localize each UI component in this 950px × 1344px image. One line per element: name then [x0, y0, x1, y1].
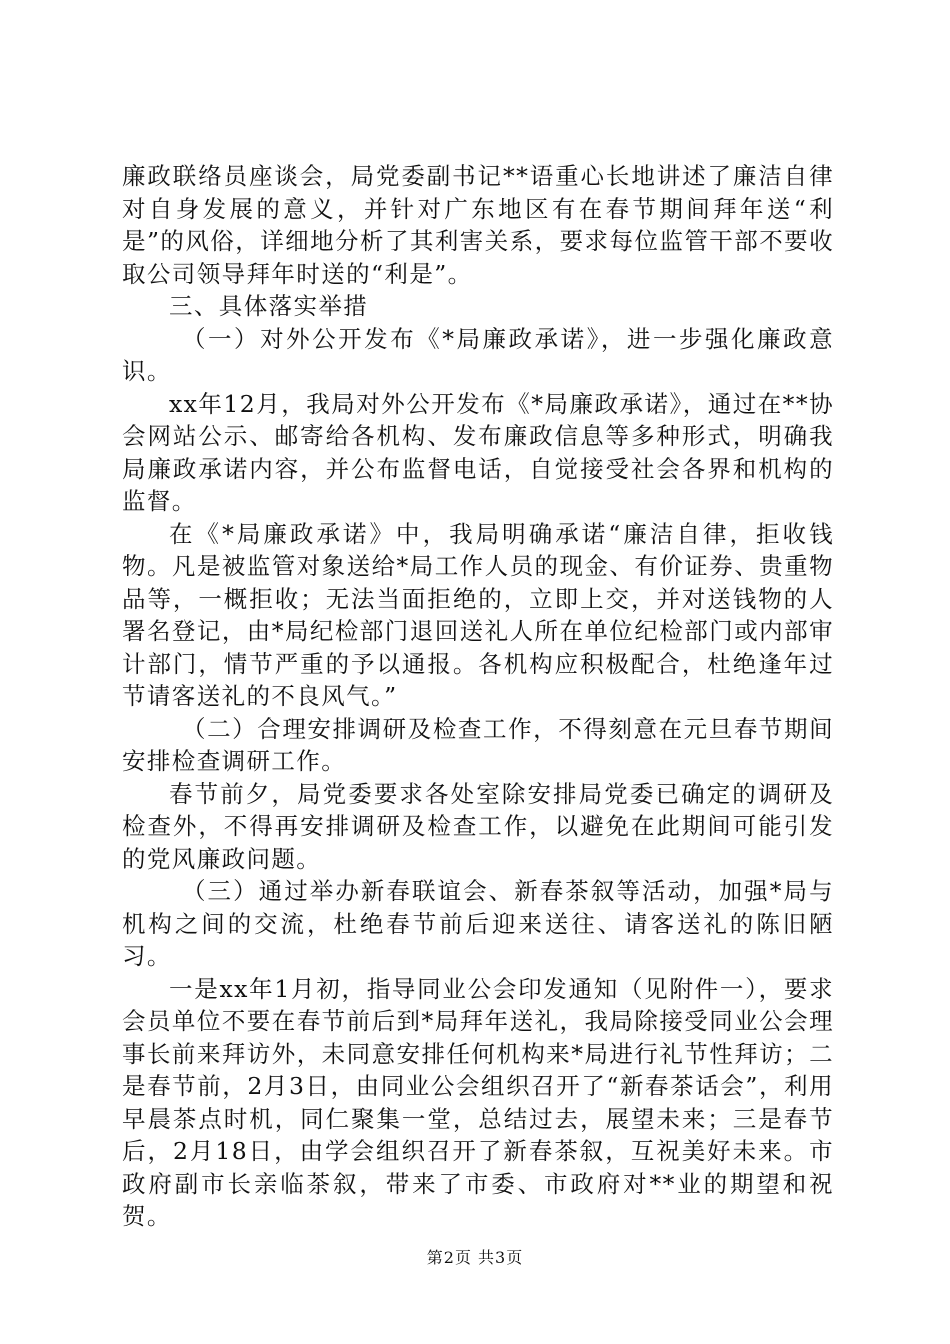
page-number: 第2页 共3页: [426, 1248, 524, 1267]
paragraph-inspection: 春节前夕，局党委要求各处室除安排局党委已确定的调研及检查外，不得再安排调研及检查工作，以避免在此期间可能引发的党风廉政问题。: [122, 779, 834, 873]
section-heading: 三、具体落实举措: [169, 292, 369, 320]
document-body: [122, 160, 834, 1233]
paragraph-intro-continuation: 廉政联络员座谈会，局党委副书记**语重心长地讲述了廉洁自律对自身发展的意义，并针对广东地区有在春节期间拜年送“利是”的风俗，详细地分析了其利害关系，要求每位监管干部不要收取公司领导拜年时送的“利是”。: [122, 162, 834, 288]
subsection-heading-1: （一）对外公开发布《*局廉政承诺》，进一步强化廉政意识。: [122, 324, 834, 385]
paragraph-activities: 一是xx年1月初，指导同业公会印发通知（见附件一），要求会员单位不要在春节前后到*局拜年送礼，我局除接受同业公会理事长前来拜访外，未同意安排任何机构来*局进行礼节性拜访；二是春节前，2月3日，由同业公会组织召开了“新春茶话会”，利用早晨茶点时机，同仁聚集一堂，总结过去，展望未来；三是春节后，2月18日，由学会组织召开了新春茶叙，互祝美好未来。市政府副市长亲临茶叙，带来了市委、市政府对**业的期望和祝贺。: [122, 974, 834, 1230]
subsection-heading-3: （三）通过举办新春联谊会、新春茶叙等活动，加强*局与机构之间的交流，杜绝春节前后迎来送往、请客送礼的陈旧陋习。: [122, 877, 834, 970]
paragraph-publication: xx年12月，我局对外公开发布《*局廉政承诺》，通过在**协会网站公示、邮寄给各机构、发布廉政信息等多种形式，明确我局廉政承诺内容，并公布监督电话，自觉接受社会各界和机构的监督。: [122, 389, 834, 515]
subsection-heading-2: （二）合理安排调研及检查工作，不得刻意在元旦春节期间安排检查调研工作。: [122, 714, 834, 775]
paragraph-commitment: 在《*局廉政承诺》中，我局明确承诺“廉洁自律，拒收钱物。凡是被监管对象送给*局工作人员的现金、有价证券、贵重物品等，一概拒收；无法当面拒绝的，立即上交，并对送钱物的人署名登记，由*局纪检部门退回送礼人所在单位纪检部门或内部审计部门，情节严重的予以通报。各机构应积极配合，杜绝逢年过节请客送礼的不良风气。”: [122, 519, 834, 710]
